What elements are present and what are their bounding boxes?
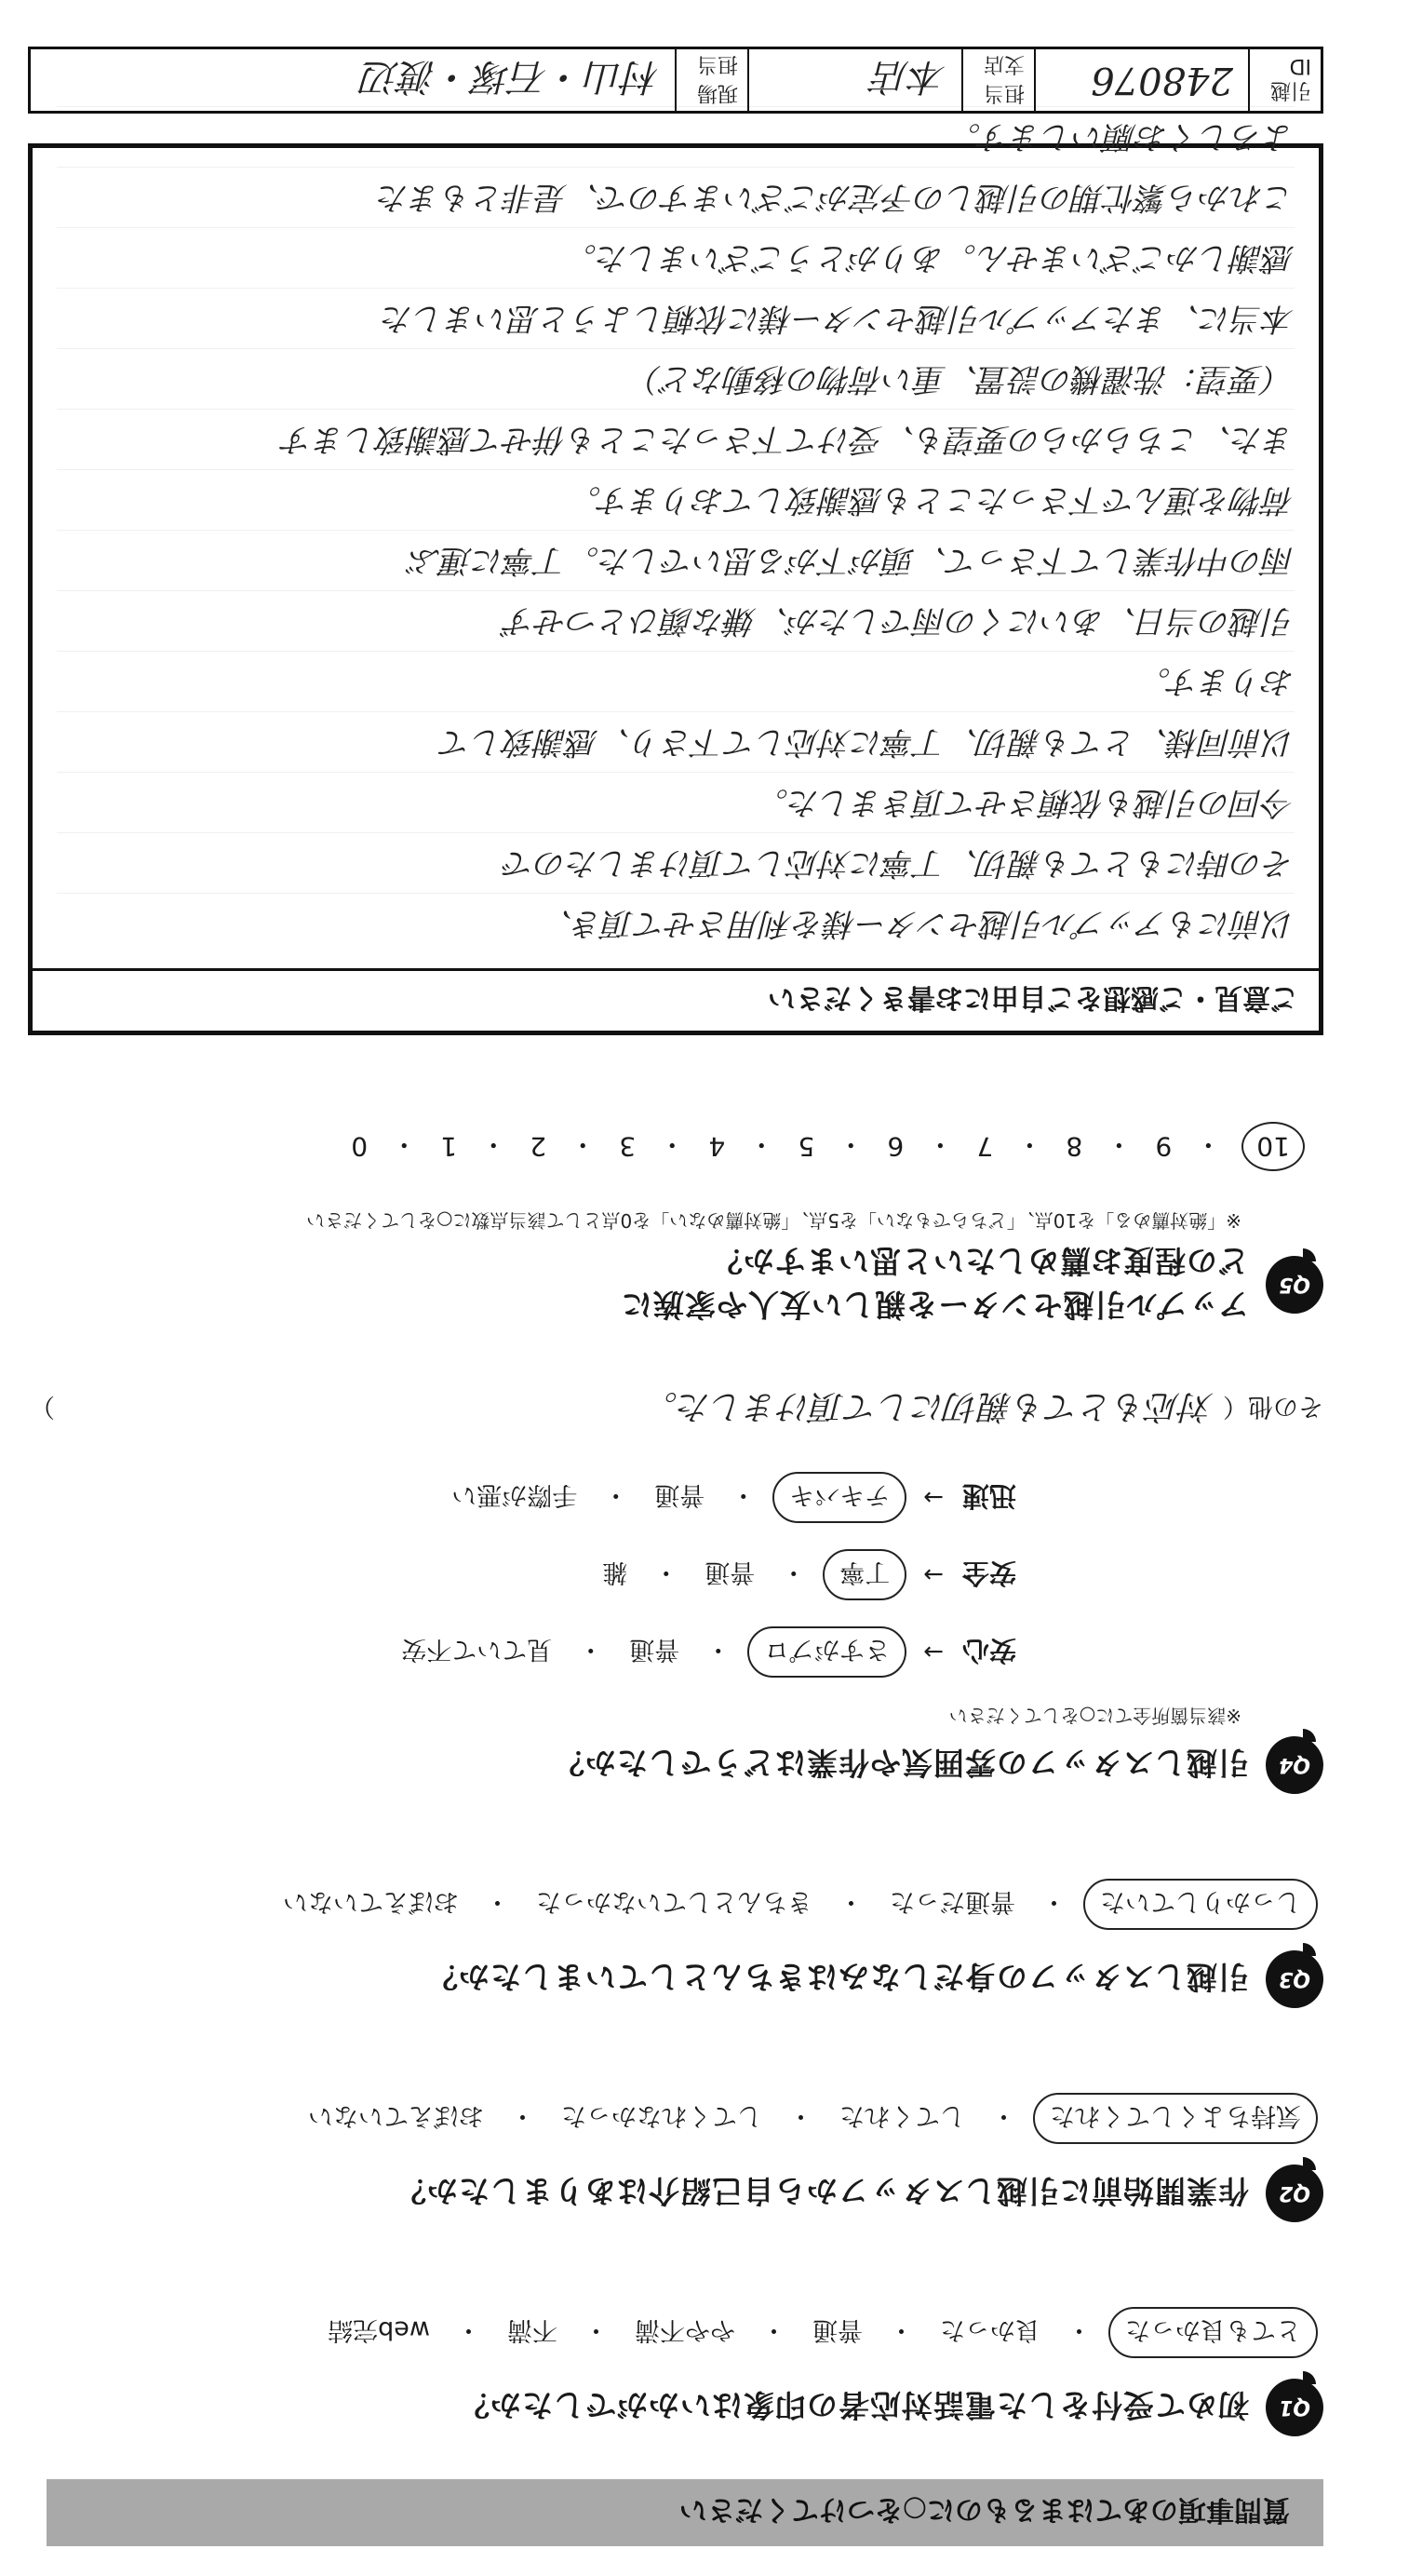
q5-score-6[interactable]: 6 [887,1131,905,1162]
q2-option-1[interactable]: 気持ちよくしてくれた [1033,2093,1318,2144]
q3-badge: Q3 [1266,1950,1323,2008]
q5-score-10[interactable]: 10 [1241,1122,1305,1171]
staff-value: 村山・石塚・渡辺 [362,55,660,99]
q4-category-2: 安全 → 丁寧 ・ 普通 ・ 雑 [30,1549,1016,1600]
comment-line: 以前にもアップル引越センター様を利用させて頂き、 [57,893,1295,953]
q5-score-7[interactable]: 7 [976,1131,994,1162]
q4-cat1-option-2[interactable]: 普通 [629,1635,680,1664]
q4-badge: Q4 [1266,1736,1323,1794]
q5-score-4[interactable]: 4 [708,1131,726,1162]
q2-options: 気持ちよくしてくれた ・ してくれた ・ してくれなかった ・ おぼえていない [30,2093,1318,2144]
instructions-bar [47,2479,1323,2546]
comments-box [28,118,1323,1035]
q5-score-0[interactable]: 0 [351,1131,369,1162]
branch-value: 本店 [872,55,946,99]
q1-options: とても良かった ・ 良かった ・ 普通 ・ やや不満 ・ 不満 ・ web完結 [30,2307,1318,2358]
comment-line: 雨の中作業して下さって、頭が下がる思いでした。丁寧に運ぶ [57,530,1295,590]
q3-option-2[interactable]: 普通だった [890,1887,1015,1916]
q5-question-line2: どの程度お薦めしたいと思いますか？ [711,1243,1249,1279]
q5-score-8[interactable]: 8 [1066,1131,1083,1162]
comment-line: 荷物を運んで下さったことも感謝致しております。 [57,469,1295,530]
q4-cat2-option-3[interactable]: 雑 [602,1558,628,1586]
q4-other-label: その他（ [1223,1392,1323,1421]
comment-line: よろしくお願いします。 [57,106,1295,167]
move-id-label: 引越ID [1248,49,1321,111]
q4-question: 引越しスタッフの雰囲気や作業はどうでしたか？ [553,1745,1249,1782]
comment-line: 引越の当日、あいにくの雨でしたが、嫌な顔ひとつせず [57,590,1295,651]
question-1 [30,2307,1323,2436]
q4-other-text[interactable]: 対応もとても親切にして頂けました。 [643,1387,1214,1425]
q1-option-5[interactable]: 不満 [507,2315,557,2344]
q4-cat1-option-3[interactable]: 見ていて不安 [401,1635,553,1664]
comment-line: 今回の引越も依頼させて頂きました。 [57,772,1295,832]
comment-line: その時にもとても親切、丁寧に対応して頂けましたので [57,832,1295,893]
q2-badge: Q2 [1266,2165,1323,2222]
move-id-value: 248076 [1091,59,1233,101]
branch-field[interactable] [747,49,961,111]
q5-score-1[interactable]: 1 [440,1131,458,1162]
question-4 [30,1385,1323,1794]
q4-cat2-option-1[interactable]: 丁寧 [823,1549,906,1600]
comment-line: （要望：洗濯機の設置、重い荷物の移動など） [57,348,1295,409]
q3-option-1[interactable]: しっかりしていた [1083,1879,1318,1930]
question-3 [30,1879,1323,2008]
q5-note: ※「絶対薦める」を10点、「どちらでもない」を5点、「絶対薦めない」を0点として該当点数に○をしてください [306,1209,1241,1232]
q1-question: 初めて受付をした電話対応者の印象はいかがでしたか？ [458,2387,1249,2424]
branch-label: 担当支店 [961,49,1034,111]
q5-score-5[interactable]: 5 [798,1131,815,1162]
comments-heading: ご意見・ご感想をご自由にお書きください [33,968,1319,1031]
q4-other-row [30,1385,1323,1433]
q1-badge: Q1 [1266,2379,1323,2436]
instructions-text: 質問事項のあてはまるものに○をつけてください [678,2493,1290,2526]
q4-category-3: 迅速 → テキパキ ・ 普通 ・ 手際が悪い [30,1472,1016,1523]
comment-line: また、こちらからの要望も、受けて下さったことも併せて感謝致します [57,409,1295,469]
q5-scale: 10 ・ 9 ・ 8 ・ 7 ・ 6 ・ 5 ・ 4 ・ 3 ・ 2 ・ 1 ・ 0 [30,1122,1305,1171]
q4-cat3-option-1[interactable]: テキパキ [772,1472,906,1523]
q5-badge: Q5 [1266,1256,1323,1314]
comment-line: 以前同様、とても親切、丁寧に対応して下さり、感謝致して [57,711,1295,772]
q4-note: ※該当箇所全てに○をしてください [948,1705,1241,1727]
q1-option-2[interactable]: 良かった [940,2315,1040,2344]
q5-question-line1: アップル引越センターを親しい友人や家族に [620,1287,1249,1323]
q2-question: 作業開始前に引越しスタッフから自己紹介はありましたか？ [395,2173,1249,2210]
q3-question: 引越しスタッフの身だしなみはきちんとしていましたか？ [426,1959,1249,1996]
q4-cat3-label: 迅速 [961,1480,1016,1512]
comment-line: 本当に、またアップル引越センター様に依頼しようと思いました [57,288,1295,348]
q5-score-9[interactable]: 9 [1155,1131,1173,1162]
q4-cat2-label: 安全 [961,1558,1016,1589]
q4-category-1: 安心 → さすがプロ ・ 普通 ・ 見ていて不安 [30,1626,1016,1678]
question-5 [30,1122,1323,1328]
staff-label: 現場担当 [675,49,747,111]
comment-line: おります。 [57,651,1295,711]
q1-option-1[interactable]: とても良かった [1108,2307,1318,2358]
q4-cat3-option-2[interactable]: 普通 [654,1480,705,1509]
staff-field[interactable] [31,49,675,111]
q4-cat2-option-2[interactable]: 普通 [704,1558,756,1586]
q1-option-4[interactable]: やや不満 [635,2315,735,2344]
q3-option-3[interactable]: きちんとしていなかった [536,1887,812,1916]
q4-cat3-option-3[interactable]: 手際が悪い [451,1480,578,1509]
q4-cat1-option-1[interactable]: さすがプロ [747,1626,906,1678]
q5-score-2[interactable]: 2 [530,1131,547,1162]
q2-option-3[interactable]: してくれなかった [561,2101,762,2130]
question-2 [30,2093,1323,2222]
q1-option-3[interactable]: 普通 [812,2315,863,2344]
comment-line: これから繁忙期の引越しの予定がございますので、是非ともまた [57,167,1295,227]
move-id-field[interactable] [1034,49,1248,111]
comments-text[interactable] [33,91,1319,968]
q2-option-4[interactable]: おぼえていない [308,2101,484,2130]
q3-option-4[interactable]: おぼえていない [283,1887,459,1916]
q4-cat1-label: 安心 [961,1635,1016,1666]
q3-options: しっかりしていた ・ 普通だった ・ きちんとしていなかった ・ おぼえていない [30,1879,1318,1930]
comment-line: 感謝しかございません。ありがとうございました。 [57,227,1295,288]
staff-info-table [28,47,1323,114]
q4-other-close: ） [30,1392,55,1421]
q2-option-2[interactable]: してくれた [839,2101,965,2130]
q1-option-6[interactable]: web完結 [328,2315,430,2344]
q5-score-3[interactable]: 3 [619,1131,637,1162]
